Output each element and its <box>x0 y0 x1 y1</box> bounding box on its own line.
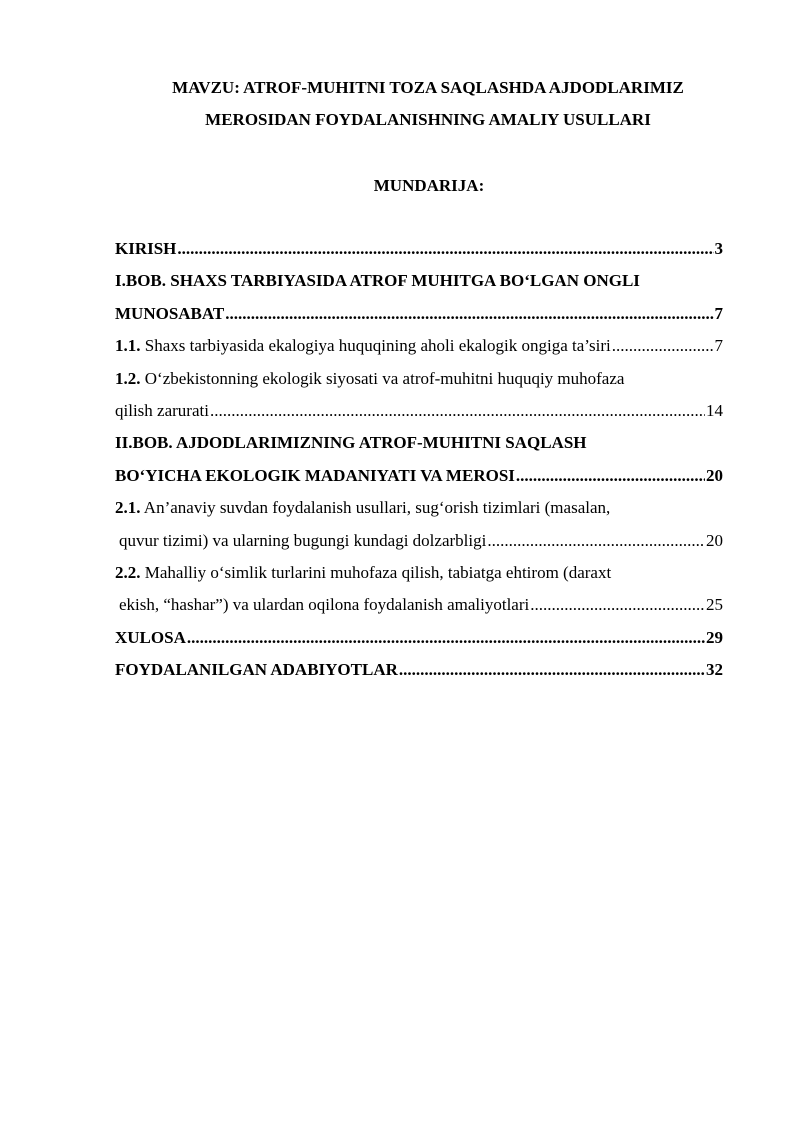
toc-entry-text-line-1: O‘zbekistonning ekologik siyosati va atrof-muhitni huquqiy muhofaza <box>140 368 625 388</box>
toc-entry-text: FOYDALANILGAN ADABIYOTLAR <box>115 660 398 680</box>
toc-entry-bob-1[interactable] <box>115 265 723 330</box>
section-number: 1.1. <box>115 336 141 356</box>
title-line-2: MEROSIDAN FOYDALANISHNING AMALIY USULLARI <box>205 110 651 129</box>
section-number: 2.2. <box>115 562 141 582</box>
toc-entry-text-line-1: Mahalliy o‘simlik turlarini muhofaza qilish, tabiatga ehtirom (daraxt <box>140 562 612 582</box>
toc-entry-text-line-1: I.BOB. SHAXS TARBIYASIDA ATROF MUHITGA BO‘LGAN ONGLI <box>115 271 640 291</box>
toc-entry-text: KIRISH <box>115 239 177 258</box>
toc-page-number: 32 <box>706 660 723 680</box>
toc-page-number: 7 <box>714 303 723 323</box>
toc-entry-text-line-2: quvur tizimi) va ularning bugungi kundagi dolzarbligi <box>119 530 487 550</box>
toc-entry-text-line-2: qilish zarurati <box>115 400 209 420</box>
toc-entry-adabiyotlar[interactable] <box>115 654 723 686</box>
dot-leader <box>516 460 705 492</box>
toc-entry-text-line-1: II.BOB. AJDODLARIMIZNING ATROF-MUHITNI SAQLASH <box>115 433 587 453</box>
toc-page-number: 25 <box>706 595 723 615</box>
toc-entry-text-line-2: ekish, “hashar”) va ulardan oqilona foydalanish amaliyotlari <box>119 595 530 615</box>
toc-entry-text: XULOSA <box>115 627 186 647</box>
toc-entry-section-2-1[interactable] <box>115 492 723 557</box>
toc-entry-bob-2[interactable] <box>115 427 723 492</box>
toc-entry-text-line-2: BO‘YICHA EKOLOGIK MADANIYATI VA MEROSI <box>115 465 515 485</box>
toc-entry-text-line-2: MUNOSABAT <box>115 303 225 323</box>
dot-leader <box>210 395 705 427</box>
dot-leader <box>487 525 705 557</box>
toc-entry-section-2-2[interactable] <box>115 557 723 622</box>
dot-leader <box>225 298 713 330</box>
toc-entry-xulosa[interactable] <box>115 622 723 654</box>
section-number: 2.1. <box>115 498 141 518</box>
title-line-1: MAVZU: ATROF-MUHITNI TOZA SAQLASHDA AJDODLARIMIZ <box>172 78 684 97</box>
dot-leader <box>177 233 713 265</box>
section-number: 1.2. <box>115 368 141 388</box>
toc-page-number: 14 <box>706 400 723 420</box>
toc-page-number: 29 <box>706 627 723 647</box>
toc-heading: MUNDARIJA: <box>373 176 485 195</box>
dot-leader <box>187 622 705 654</box>
document-title <box>100 72 756 136</box>
dot-leader <box>612 330 714 362</box>
toc-entry-section-1-2[interactable] <box>115 363 723 428</box>
toc-page-number: 3 <box>714 239 723 258</box>
toc-entry-section-1-1[interactable] <box>115 330 723 362</box>
toc-entry-kirish[interactable] <box>115 233 723 265</box>
toc-page-number: 20 <box>706 530 723 550</box>
toc-entry-text: Shaxs tarbiyasida ekalogiya huquqining aholi ekalogik ongiga ta’siri <box>140 336 611 356</box>
dot-leader <box>530 589 705 621</box>
table-of-contents <box>115 233 723 686</box>
toc-entry-text-line-1: An’anaviy suvdan foydalanish usullari, sug‘orish tizimlari (masalan, <box>140 498 611 518</box>
dot-leader <box>399 654 705 686</box>
toc-page-number: 20 <box>706 465 723 485</box>
toc-page-number: 7 <box>714 336 723 356</box>
